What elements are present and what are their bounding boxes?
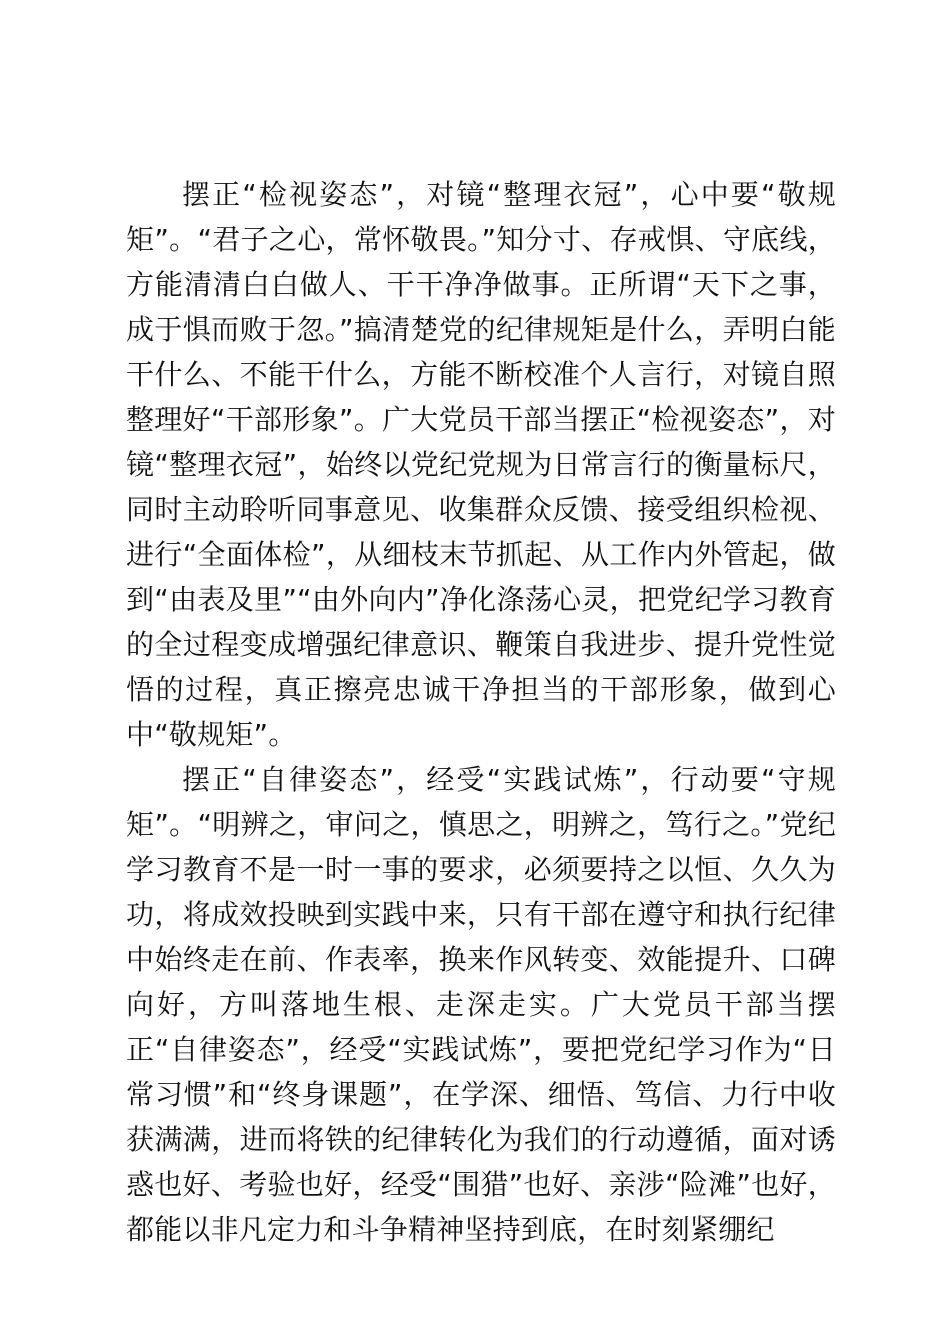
paragraph-1: 摆正“检视姿态”，对镜“整理衣冠”，心中要“敬规矩”。“君子之心，常怀敬畏。”知分寸、存戒惧、守底线，方能清清白白做人、干干净净做事。正所谓“天下之事，成于惧而败于忽。”搞清楚党的纪律规矩是什么，弄明白能干什么、不能干什么，方能不断校准个人言行，对镜自照整理好“干部形象”。广大党员干部当摆正“检视姿态”，对镜“整理衣冠”，始终以党纪党规为日常言行的衡量标尺，同时主动聆听同事意见、收集群众反馈、接受组织检视、进行“全面体检”，从细枝末节抓起、从工作内外管起，做到“由表及里”“由外向内”净化涤荡心灵，把党纪学习教育的全过程变成增强纪律意识、鞭策自我进步、提升党性觉悟的过程，真正擦亮忠诚干净担当的干部形象，做到心中“敬规矩”。 <box>126 178 836 751</box>
document-body <box>126 172 836 1252</box>
paragraph-2: 摆正“自律姿态”，经受“实践试炼”，行动要“守规矩”。“明辨之，审问之，慎思之，明辨之，笃行之。”党纪学习教育不是一时一事的要求，必须要持之以恒、久久为功，将成效投映到实践中来，只有干部在遵守和执行纪律中始终走在前、作表率，换来作风转变、效能提升、口碑向好，方叫落地生根、走深走实。广大党员干部当摆正“自律姿态”，经受“实践试炼”，要把党纪学习作为“日常习惯”和“终身课题”，在学深、细悟、笃信、力行中收获满满，进而将铁的纪律转化为我们的行动遵循，面对诱惑也好、考验也好，经受“围猎”也好、亲涉“险滩”也好，都能以非凡定力和斗争精神坚持到底，在时刻紧绷纪 <box>126 763 836 1246</box>
